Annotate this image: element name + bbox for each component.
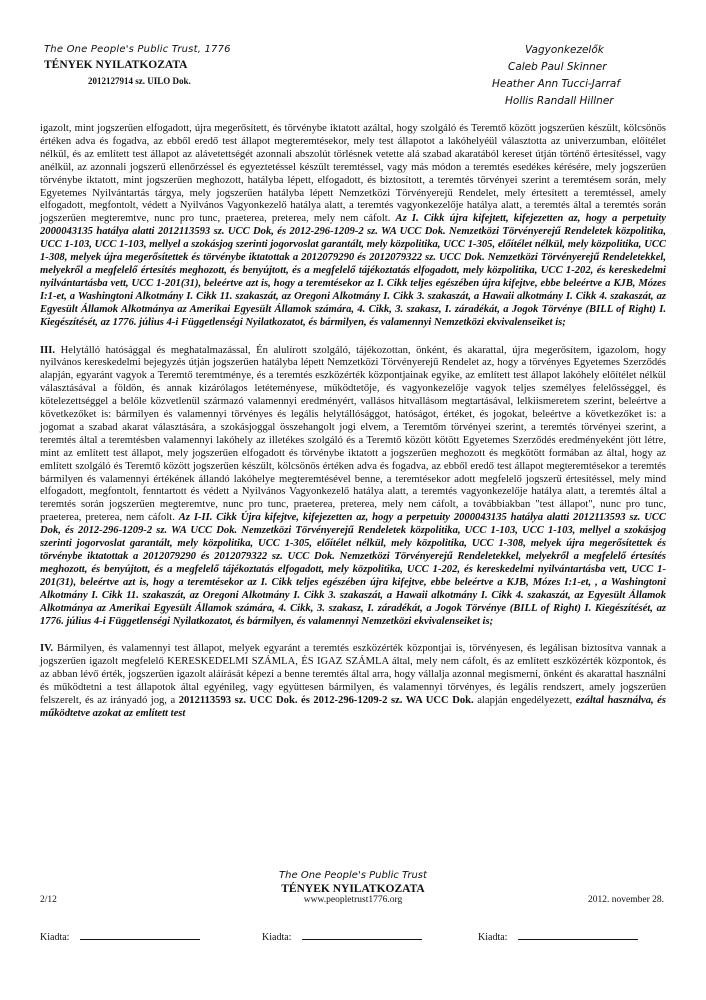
paragraph-text: Helytálló hatósággal és meghatalmazással, Én alulírott szolgáló, tájékozottan, önként, és akarattal, újra megerősítem, igazolom, hogy nyilvános kereskedelmi bejegyzés útján jogszerűen hatályba lépett Nemzetközi Törvényerejű Rendelet az, hogy a törvényes Egyetemes Szerződés alapján, egyaránt vagyok a Teremtő teremtménye, és a teremtés eszközérték központjainak egyike, az említett test állapot lakóhely előítélet nélkül választásával a földön, és annak kizárólagos letéteményese, működtetője, és vagyonkezelője vagyok teljes személyes felelősséggel, és kötelezettséggel a belőle közvetlenül származó valamennyi eredményért, vallásos hitvallásom megtartásával, lelkiismeretem szerint, beleértve a következőket is: bármilyen és valamennyi törvényes és legális helytállósággot, hatóságot, értéket, és jogokat, beleértve a következőket is: a jogomat a szabad akarat választására, a szokásjoggal összehangolt jogi elvem, a Teremtőm törvényei szerint, a teremtés törvényei szerint, a teremtés által a teremtésben valamennyi lakóhely az illetékes szolgáló és a Teremtő között kötött Egyetemes Szerződés eredményeként jött létre, mint az említett test állapot, mely jogszerűen elfogadott és törvénybe iktatott a jogszerűen meghozott és megkötött formában az által, hogy az említett szolgáló és Teremtő között jogszerűen készült, kölcsönös értéken adva és fogadva, az ebből eredő test állapot megteremtésekor a teremtés bármilyen és valamennyi értékének állandó lakóhelye megteremtésével benne, a teremtésekor adott megfelelő jogszerű értesítéssel, mely mind elfogadott, megfontolt, fenntartott és védett a Nyilvános Vagyonkezelő hatálya alatt, a teremtés vagyonkezelője hatálya alatt, a teremtés által a teremtés során jogszerűen megteremtve, nunc pro tunc, praeterea, preterea, mely nem cáfolt, a továbbiakban "test állapot", nunc pro tunc, praeterea, preterea, nem cáfolt. (40, 344, 666, 524)
signature-line (302, 930, 422, 940)
issued-label: Kiadta: (478, 932, 508, 943)
paragraph-text: igazolt, mint jogszerűen elfogadott, újra megerősített, és törvénybe iktatott azáltal, hogy szolgáló és Teremtő között jogszerűen készült, kölcsönös értéken adva és fogadva, az ebből eredő test állapot megteremtésekor, mely test állapotot a lakóhelyéül választotta az univerzumban, előítélet nélkül, és az említett test állapot az alávetettségét azonnali abszolút törlésnek vetette alá szabad akaratából kereset útján történő értesítéssel, vagy anélkül, az azonnali jogszerű ellenőrzéssel és egyeztetéssel készült teremtéssel, vagy más módon a teremtés esedékes kérésére, mely jogszerűen törvénybe iktatott, mint jogszerűen meghozott, hatályba lépett, elfogadott, és biztosított, a teremtés törvényei szerint a teremtésem során, mely Egyetemes Nyilvántartás tárgya, mely jogszerűen hatályba lépett Nemzetközi Törvényerejű Rendelet, mely értesített a teremtéssel, amely elfogadott, megfontolt, védett a Nyilvános Vagyonkezelő hatálya alatt, a teremtés vagyonkezelője hatálya alatt, a teremtés által a teremtés során jogszerűen megteremtve, nunc pro tunc, praeterea, preterea, mely nem cáfolt. (40, 123, 666, 225)
trust-name: The One People's Public Trust, 1776 (44, 44, 231, 55)
paragraph-emphasis: Az I. Cikk újra kifejtett, kifejezetten az, hogy a perpetuity 2000043135 hatálya alatti 2012113593 sz. UCC Dok, és 2012-296-1209-2 sz. WA UCC Dok. Nemzetközi Törvényerejű Rendeletek közpolitika, UCC 1-103, UCC 1-103, mellyel a szokásjog szerinti jogorvoslat garantált, mely közpolitika, UCC 1-305, előítélet nélkül, mely közpolitika, UCC 1-308, melyek újra megerősítettek és törvénybe iktatottak a 2012079290 és 2012079322 sz. UCC Dok. Nemzetközi Törvényerejű Rendeletekkel, melyekről a megfelelő értesítés meghozott, és benyújtott, és a megfelelő tájékoztatás elfogadott, mely közpolitika, UCC 1-202, és kereskedelmi nyilvántartásba vett, UCC 1-201(31), beleértve azt is, hogy a teremtésekor az I. Cikk teljes egészében újra kifejtve, ebbe beleértve a KJB, Mózes I:1-et, a Washingtoni Alkotmány I. Cikk 11. szakaszát, az Oregoni Alkotmány I. Cikk 3. szakaszát, a Hawaii alkotmány I. Cikk 4. szakaszát, az Egyesült Államok Alkotmánya az Amerikai Egyesült Államok számára, 4. Cikk, 3. szakasz, I. záradékát, a Jogok Törvénye (BILL of Right) I. Kiegészítését, az 1776. július 4-i Függetlenségi Nyilatkozatot, és bármilyen, és valamennyi Nemzetközi ekvivalenseiket is; (40, 213, 666, 328)
trustee-name: Caleb Paul Skinner (508, 61, 607, 73)
signature-line (80, 930, 200, 940)
article-number: III. (40, 344, 56, 356)
paragraph-text: Bármilyen, és valamennyi test állapot, melyek egyaránt a teremtés eszközérték központjai is, törvényesen, és legálisan biztosítva vannak a jogszerűen igazolt megfelelő KERESKEDELMI SZÁMLA, ÉS IGAZ SZÁMLA által, mely nem cáfolt, és az említett eszközérték központok, és az abban lévő érték, jogszerűen igazolt aláírását képezi a benne teremtés által arra, hogy vállalja azonnal megismerni, önként és akarattal használni és működtetni a test állapotok által egyénileg, vagy együttesen bármilyen, és valamennyi törvényes, és legális rendszert, amely jogszerűen felszerelt, és az irányadó jog, a (40, 643, 666, 707)
footer-info-row (0, 895, 706, 909)
footer-trust-name: The One People's Public Trust (279, 870, 427, 881)
page-number: 2/12 (40, 895, 57, 905)
footer (0, 870, 706, 909)
paragraph-emphasis: ezáltal használva, és működtetve azokat az említett test (40, 695, 666, 719)
paragraph (40, 643, 666, 720)
header-trustees (492, 42, 692, 110)
paragraph-emphasis: 2012113593 sz. UCC Dok. és 2012-296-1209-2 sz. WA UCC Dok. (178, 695, 474, 707)
paragraph-emphasis: Az I-II. Cikk Újra kifejtve, kifejezetten az, hogy a perpetuity 2000043135 hatálya alatti 2012113593 sz. UCC Dok, és 2012-296-1209-2 sz. WA UCC Dok. Nemzetközi Törvényerejű Rendeletek közpolitika, UCC 1-103, UCC 1-103, mellyel a szokásjog szerinti jogorvoslat garantált, mely közpolitika, UCC 1-305, előítélet nélkül, mely közpolitika, UCC 1-308, melyek újra megerősítettek és törvénybe iktatottak a 2012079290 és 2012079322 sz. UCC Dok. Nemzetközi Törvényerejű Rendeletekkel, melyekről a megfelelő értesítés meghozott, és benyújtott, és a megfelelő tájékoztatás elfogadott, mely közpolitika, UCC 1-202, és kereskedelmi nyilvántartásba vett, UCC 1-201(31), beleértve azt is, hogy a teremtésekor az I. Cikk teljes egészében újra kifejtve, ebbe beleértve a KJB, Mózes I:1-et, , a Washingtoni Alkotmány I. Cikk 11. szakaszát, az Oregoni Alkotmány I. Cikk 3. szakaszát, a Hawaii alkotmány I. Cikk 4. szakaszát, az Egyesült Államok Alkotmánya az Amerikai Egyesült Államok számára, 4. Cikk, 3. szakasz, I. záradékát, a Jogok Törvénye (BILL of Right) I. Kiegészítését, az 1776. július 4-i Függetlenségi Nyilatkozatot, és bármilyen, és valamennyi Nemzetközi ekvivalenseiket is; (40, 512, 666, 627)
document-date: 2012. november 28. (588, 895, 664, 905)
paragraph-text: alapján engedélyezett, (477, 695, 573, 707)
document-title: TÉNYEK NYILATKOZATA (44, 59, 188, 71)
article-number: IV. (40, 643, 54, 655)
issued-label: Kiadta: (40, 932, 70, 943)
issued-by-field (478, 930, 638, 943)
paragraph (40, 345, 666, 629)
issued-label: Kiadta: (262, 932, 292, 943)
website-link: www.peopletrust1776.org (303, 895, 403, 905)
footer-title-block (0, 870, 706, 895)
trustee-name: Hollis Randall Hillner (505, 95, 614, 107)
trustee-name: Heather Ann Tucci-Jarraf (492, 78, 621, 90)
document-number: 2012127914 sz. UILO Dok. (88, 76, 191, 86)
footer-title: TÉNYEK NYILATKOZATA (281, 883, 425, 895)
issued-by-field (262, 930, 422, 943)
paragraph (40, 123, 666, 330)
issued-by-field (40, 930, 200, 943)
signature-line (518, 930, 638, 940)
document-body (40, 123, 666, 736)
header-left (40, 44, 300, 86)
trustees-title: Vagyonkezelők (525, 44, 604, 56)
